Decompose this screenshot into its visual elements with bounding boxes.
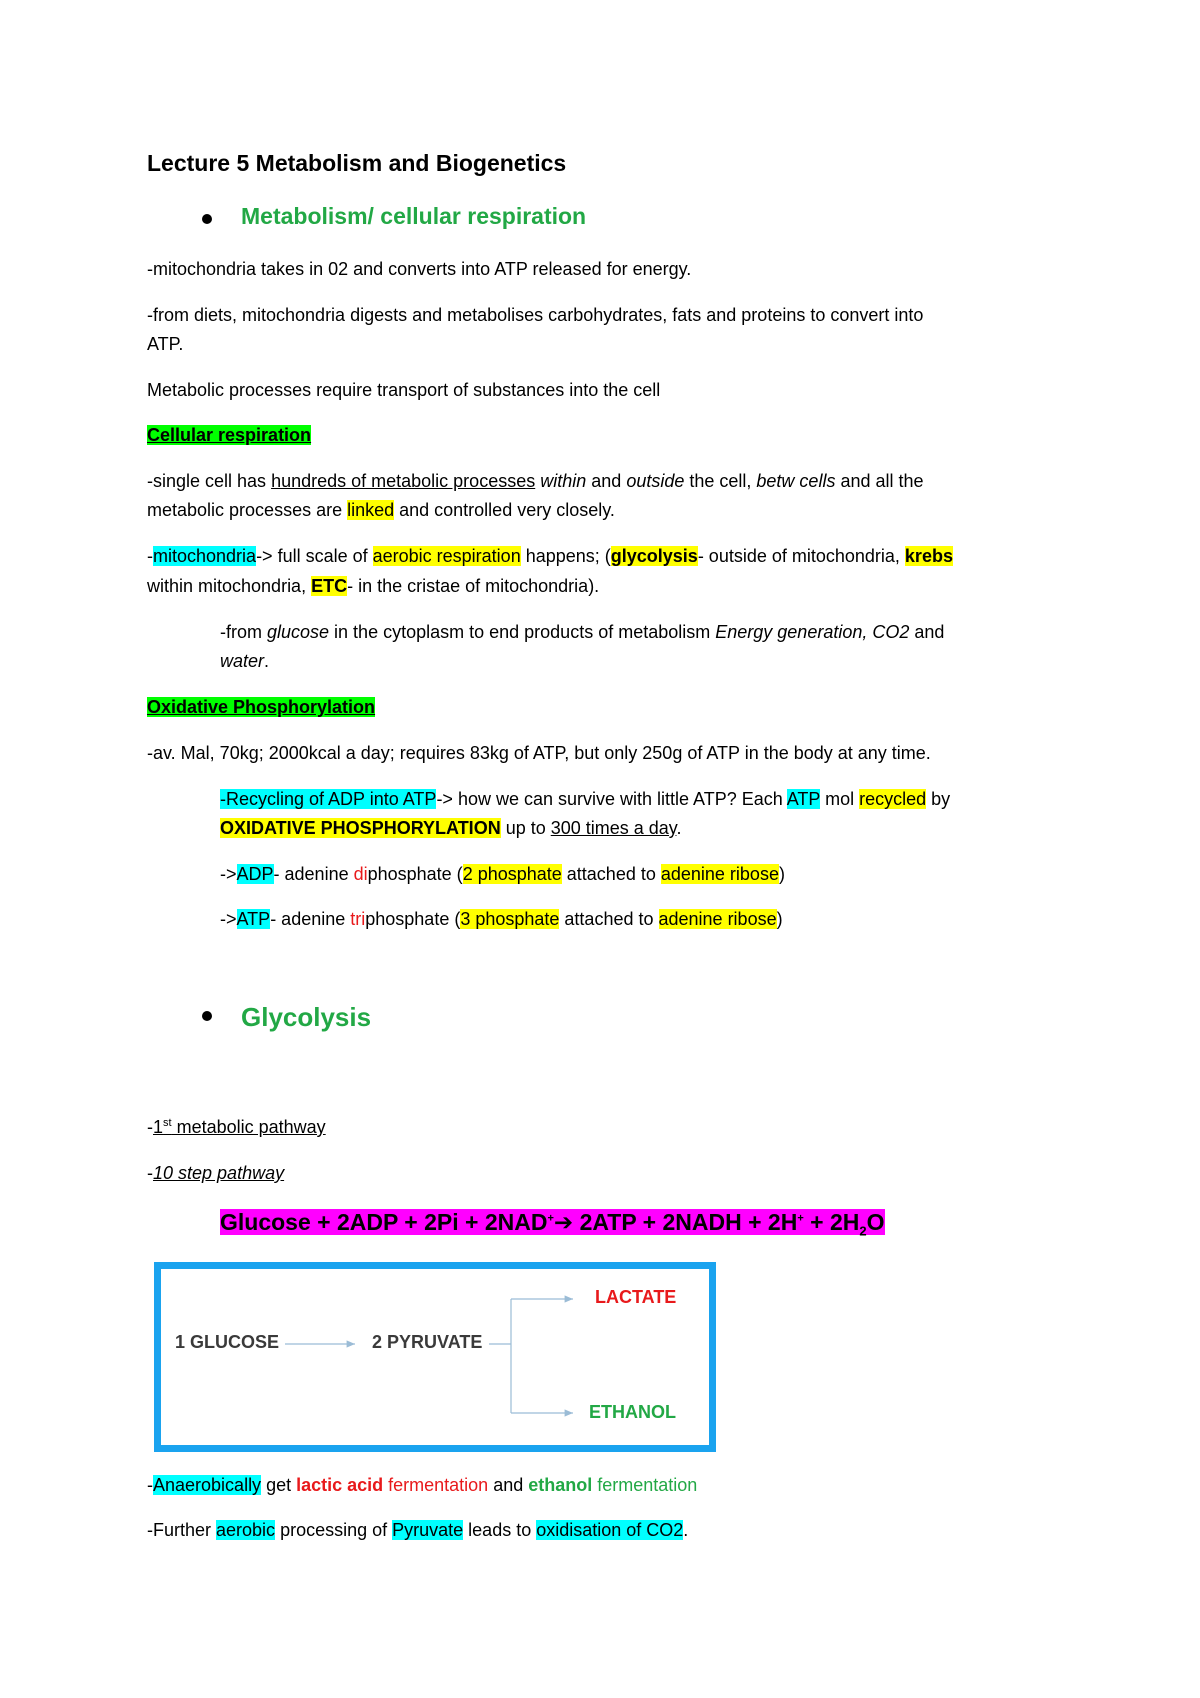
text-span: metabolic pathway [171,1117,326,1137]
text-span: -> [220,909,237,929]
diagram-label-pyruvate: 2 PYRUVATE [372,1332,483,1352]
highlight-span: mitochondria [153,546,257,566]
text-line: -from diets, mitochondria digests and metabolises carbohydrates, fats and proteins to convert into [147,305,924,325]
highlight-span: linked [347,500,395,520]
highlight-span: ATP [236,909,271,929]
highlight-span: Pyruvate [392,1520,464,1540]
highlight-span: 3 phosphate [460,909,560,929]
text-line: -mitochondria takes in 02 and converts into ATP released for energy. [147,259,692,279]
text-line [220,817,682,839]
text-span: up to [500,818,551,838]
highlight-span: aerobic respiration [372,546,521,566]
text-span: -> full scale of [256,546,373,566]
text-span: ) [778,864,785,884]
text-line-adp [220,863,785,885]
text-line [147,575,599,597]
text-span: fermentation [592,1475,698,1495]
text-span: attached to [559,909,659,929]
subscript: 2 [859,1223,867,1239]
highlight-span: ETC [311,576,348,596]
highlight-span: 2 phosphate [462,864,562,884]
text-span: Glucose + 2ADP + 2Pi + 2NAD [220,1209,548,1235]
subheading-cellular-respiration [147,424,311,446]
highlight-span: glycolysis [610,546,698,566]
text-span: -Further [147,1520,217,1540]
text-line [220,650,269,672]
section-heading-glycolysis: Glycolysis [241,1002,372,1032]
text-line: -av. Mal, 70kg; 2000kcal a day; requires 83kg of ATP, but only 250g of ATP in the body at any time. [147,743,931,763]
text-span: -single cell has [147,471,272,491]
text-line [147,1116,326,1138]
diagram-label-ethanol: ETHANOL [589,1402,676,1422]
text-line [220,621,944,643]
text-span: leads to [463,1520,537,1540]
glycolysis-diagram [154,1262,716,1452]
text-span: -from [220,622,267,642]
highlight-span: ATP [786,789,821,809]
text-span: . [264,651,270,671]
text-span: attached to [561,864,661,884]
highlight-span: adenine ribose [658,909,777,929]
page-title: Lecture 5 Metabolism and Biogenetics [147,150,567,176]
text-span: 10 step pathway [153,1163,285,1183]
text-span: outside [626,471,685,491]
superscript: + [547,1212,554,1225]
text-span: within mitochondria, [147,576,312,596]
equation-highlight [573,1209,885,1239]
text-span: -> how we can survive with little ATP? Each [436,789,787,809]
text-span: 2ATP + 2NADH + 2H [573,1209,798,1235]
text-span: phosphate ( [367,864,463,884]
equation-highlight [220,1209,573,1235]
text-span: + 2H [803,1209,860,1235]
text-span: Energy generation, CO2 [715,622,910,642]
highlight-span: adenine ribose [660,864,779,884]
arrow-icon: ➔ [553,1209,574,1235]
bullet-icon [202,1011,212,1021]
text-span: -> [220,864,237,884]
subheading-oxidative-phosphorylation [147,696,375,718]
text-span: hundreds of metabolic processes [271,471,536,491]
text-span: tri [350,909,366,929]
text-span: glucose [267,622,330,642]
text-span: in the cytoplasm to end products of metabolism [329,622,716,642]
text-span: ) [776,909,783,929]
text-span: mol [820,789,860,809]
text-span: and all the [835,471,924,491]
text-span: - [147,1163,153,1183]
subheading-text: Oxidative Phosphorylation [147,697,376,717]
text-span: happens; ( [520,546,611,566]
text-span: - [147,546,153,566]
text-span: - adenine [270,909,351,929]
text-span: - outside of mitochondria, [697,546,905,566]
text-span: di [353,864,368,884]
highlight-span: -Recycling of ADP into ATP [220,789,437,809]
text-span: 1 [153,1117,164,1137]
text-span: by [926,789,951,809]
section-heading-metabolism: Metabolism/ cellular respiration [241,203,587,229]
text-span: and [488,1475,529,1495]
text-line [147,470,924,492]
text-span: ethanol [528,1475,593,1495]
highlight-span: ADP [236,864,274,884]
diagram-label-glucose: 1 GLUCOSE [175,1332,280,1352]
text-span: and controlled very closely. [394,500,615,520]
text-span: fermentation [383,1475,489,1495]
text-line [147,1519,688,1541]
text-span: . [676,818,682,838]
text-span: . [683,1520,689,1540]
text-span: lactic acid [296,1475,384,1495]
text-span: get [261,1475,297,1495]
text-span: within [540,471,587,491]
text-line [147,1474,697,1496]
text-span: water [220,651,265,671]
text-span: 300 times a day [550,818,677,838]
text-span: - [147,1475,153,1495]
text-span: processing of [275,1520,393,1540]
text-line: Metabolic processes require transport of substances into the cell [147,380,661,400]
text-line [147,1162,284,1184]
highlight-span: OXIDATIVE PHOSPHORYLATION [220,818,501,838]
subheading-text: Cellular respiration [147,425,312,445]
text-span: and [909,622,945,642]
bullet-icon [202,214,212,224]
text-span: the cell, [684,471,757,491]
text-span: phosphate ( [365,909,461,929]
text-span: metabolic processes are [147,500,348,520]
highlight-span: Anaerobically [153,1475,262,1495]
text-span [153,1117,326,1137]
text-line [220,788,950,810]
highlight-span: krebs [904,546,953,566]
highlight-span: recycled [859,789,927,809]
text-span: - adenine [273,864,354,884]
diagram-label-lactate: LACTATE [595,1287,677,1307]
text-line: ATP. [147,334,184,354]
highlight-span: oxidisation of CO2 [536,1520,684,1540]
superscript: st [163,1117,172,1129]
text-line [147,499,615,521]
glycolysis-equation [220,1207,885,1237]
text-span: and [586,471,627,491]
highlight-span: aerobic [216,1520,276,1540]
text-line [147,545,953,567]
superscript: + [797,1212,804,1225]
text-span: - in the cristae of mitochondria). [347,576,600,596]
text-span: - [147,1117,153,1137]
text-line-atp [220,908,783,930]
text-span: betw cells [756,471,836,491]
text-span: O [866,1209,885,1235]
